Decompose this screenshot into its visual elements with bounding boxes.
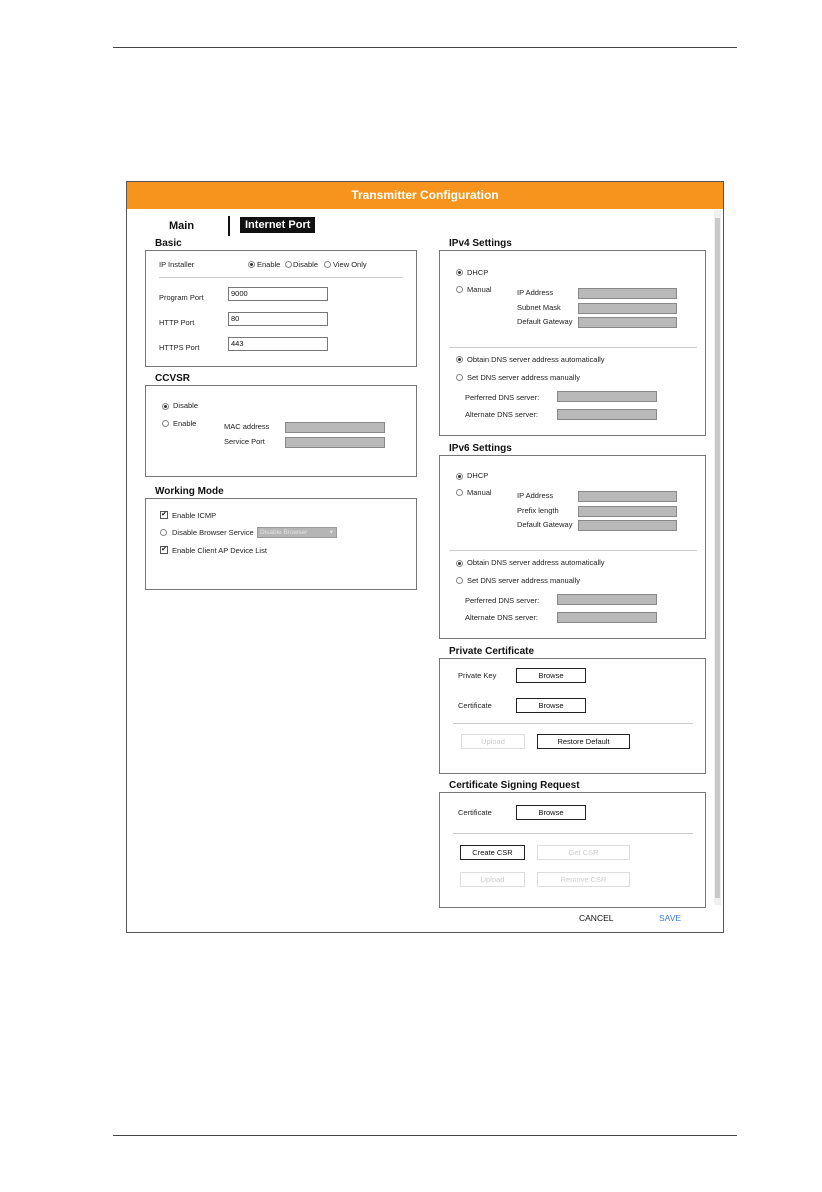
ccvsr-enable-radio[interactable] bbox=[162, 420, 169, 427]
ip-installer-disable-label: Disable bbox=[293, 260, 319, 269]
certificate-browse-button[interactable]: Browse bbox=[516, 698, 586, 713]
tab-separator bbox=[228, 216, 230, 236]
ipv4-dns-auto-radio[interactable] bbox=[456, 356, 463, 363]
private-cert-section-title: Private Certificate bbox=[449, 646, 535, 657]
disable-browser-radio[interactable] bbox=[160, 529, 167, 536]
ccvsr-disable-radio[interactable] bbox=[162, 403, 169, 410]
ipv4-preferred-dns-label: Perferred DNS server: bbox=[465, 393, 540, 402]
ipv4-subnet-mask-input[interactable] bbox=[578, 303, 677, 314]
csr-section-title: Certificate Signing Request bbox=[449, 780, 580, 791]
ipv6-preferred-dns-input[interactable] bbox=[557, 594, 657, 605]
ccvsr-mac-label: MAC address bbox=[224, 422, 270, 431]
http-port-label: HTTP Port bbox=[159, 318, 195, 327]
ccvsr-service-port-label: Service Port bbox=[224, 437, 265, 446]
ipv6-dns-auto-label: Obtain DNS server address automatically bbox=[467, 558, 605, 567]
ipv4-section-title: IPv4 Settings bbox=[449, 238, 512, 249]
restore-default-button[interactable]: Restore Default bbox=[537, 734, 630, 749]
ccvsr-disable-label: Disable bbox=[173, 401, 199, 410]
ip-installer-viewonly-label: View Only bbox=[333, 260, 367, 269]
ipv4-preferred-dns-input[interactable] bbox=[557, 391, 657, 402]
page-top-rule bbox=[113, 47, 737, 48]
ip-installer-disable-radio[interactable] bbox=[285, 261, 292, 268]
disable-browser-label: Disable Browser Service bbox=[172, 528, 254, 537]
save-button[interactable]: SAVE bbox=[659, 913, 682, 923]
transmitter-config-window bbox=[126, 181, 724, 933]
ipv4-manual-label: Manual bbox=[467, 285, 492, 294]
ipv6-alternate-dns-input[interactable] bbox=[557, 612, 657, 623]
private-cert-upload-button[interactable]: Upload bbox=[461, 734, 525, 749]
ip-installer-enable-label: Enable bbox=[257, 260, 281, 269]
csr-browse-button[interactable]: Browse bbox=[516, 805, 586, 820]
ipv4-dns-auto-label: Obtain DNS server address automatically bbox=[467, 355, 605, 364]
ipv6-dns-auto-radio[interactable] bbox=[456, 560, 463, 567]
ipv6-default-gateway-input[interactable] bbox=[578, 520, 677, 531]
create-csr-button[interactable]: Create CSR bbox=[460, 845, 525, 860]
ipv6-ip-address-input[interactable] bbox=[578, 491, 677, 502]
ipv4-default-gateway-label: Default Gateway bbox=[517, 317, 573, 326]
https-port-input[interactable]: 443 bbox=[228, 337, 328, 351]
ipv6-divider bbox=[449, 550, 697, 551]
ipv4-dhcp-radio[interactable] bbox=[456, 269, 463, 276]
basic-divider bbox=[159, 277, 403, 278]
certificate-label: Certificate bbox=[458, 701, 492, 710]
enable-icmp-checkbox[interactable]: ✔ bbox=[161, 511, 167, 518]
scrollbar[interactable] bbox=[714, 210, 721, 905]
ipv6-prefix-length-label: Prefix length bbox=[517, 506, 559, 515]
ccvsr-service-port-input[interactable] bbox=[285, 437, 385, 448]
csr-certificate-label: Certificate bbox=[458, 808, 492, 817]
enable-client-ap-label: Enable Client AP Device List bbox=[172, 546, 267, 555]
enable-icmp-label: Enable ICMP bbox=[172, 511, 217, 520]
http-port-input[interactable]: 80 bbox=[228, 312, 328, 326]
ccvsr-section-title: CCVSR bbox=[155, 373, 191, 384]
working-mode-section-title: Working Mode bbox=[155, 486, 224, 497]
ipv4-default-gateway-input[interactable] bbox=[578, 317, 677, 328]
ipv4-dhcp-label: DHCP bbox=[467, 268, 489, 277]
ipv6-ip-address-label: IP Address bbox=[517, 491, 554, 500]
csr-divider bbox=[453, 833, 693, 834]
ipv6-prefix-length-input[interactable] bbox=[578, 506, 677, 517]
ipv4-dns-manual-label: Set DNS server address manually bbox=[467, 373, 580, 382]
private-key-label: Private Key bbox=[458, 671, 497, 680]
tab-internet-port[interactable]: Internet Port bbox=[240, 217, 315, 233]
ipv6-alternate-dns-label: Alternate DNS server: bbox=[465, 613, 538, 622]
ip-installer-enable-radio[interactable] bbox=[248, 261, 255, 268]
ccvsr-mac-input[interactable] bbox=[285, 422, 385, 433]
program-port-label: Program Port bbox=[159, 293, 204, 302]
remove-csr-button[interactable]: Remove CSR bbox=[537, 872, 630, 887]
private-cert-divider bbox=[453, 723, 693, 724]
ipv4-alternate-dns-input[interactable] bbox=[557, 409, 657, 420]
disable-browser-select[interactable] bbox=[257, 527, 337, 538]
ipv6-manual-label: Manual bbox=[467, 488, 492, 497]
ipv4-subnet-mask-label: Subnet Mask bbox=[517, 303, 561, 312]
ipv6-preferred-dns-label: Perferred DNS server: bbox=[465, 596, 540, 605]
cancel-button[interactable]: CANCEL bbox=[579, 913, 614, 923]
ipv4-manual-radio[interactable] bbox=[456, 286, 463, 293]
tab-main[interactable]: Main bbox=[169, 220, 195, 232]
ipv6-dns-manual-label: Set DNS server address manually bbox=[467, 576, 580, 585]
csr-upload-button[interactable]: Upload bbox=[460, 872, 525, 887]
ccvsr-enable-label: Enable bbox=[173, 419, 197, 428]
ipv6-default-gateway-label: Default Gateway bbox=[517, 520, 573, 529]
ipv6-dhcp-label: DHCP bbox=[467, 471, 489, 480]
https-port-label: HTTPS Port bbox=[159, 343, 200, 352]
program-port-input[interactable]: 9000 bbox=[228, 287, 328, 301]
basic-section-title: Basic bbox=[155, 238, 182, 249]
scrollbar-thumb[interactable] bbox=[715, 218, 720, 898]
ipv4-alternate-dns-label: Alternate DNS server: bbox=[465, 410, 538, 419]
ipv6-dhcp-radio[interactable] bbox=[456, 473, 463, 480]
get-csr-button[interactable]: Get CSR bbox=[537, 845, 630, 860]
private-key-browse-button[interactable]: Browse bbox=[516, 668, 586, 683]
chevron-down-icon: ▾ bbox=[329, 529, 333, 536]
ipv6-manual-radio[interactable] bbox=[456, 489, 463, 496]
ipv4-ip-address-label: IP Address bbox=[517, 288, 554, 297]
ipv6-dns-manual-radio[interactable] bbox=[456, 577, 463, 584]
enable-client-ap-checkbox[interactable]: ✔ bbox=[161, 546, 167, 553]
ip-installer-label: IP Installer bbox=[159, 260, 195, 269]
ip-installer-viewonly-radio[interactable] bbox=[324, 261, 331, 268]
ipv4-dns-manual-radio[interactable] bbox=[456, 374, 463, 381]
ipv6-section-title: IPv6 Settings bbox=[449, 443, 512, 454]
ipv4-ip-address-input[interactable] bbox=[578, 288, 677, 299]
disable-browser-select-value: Disable Browser bbox=[260, 529, 308, 536]
window-title: Transmitter Configuration bbox=[127, 182, 723, 209]
page-bottom-rule bbox=[113, 1135, 737, 1136]
ipv4-divider bbox=[449, 347, 697, 348]
